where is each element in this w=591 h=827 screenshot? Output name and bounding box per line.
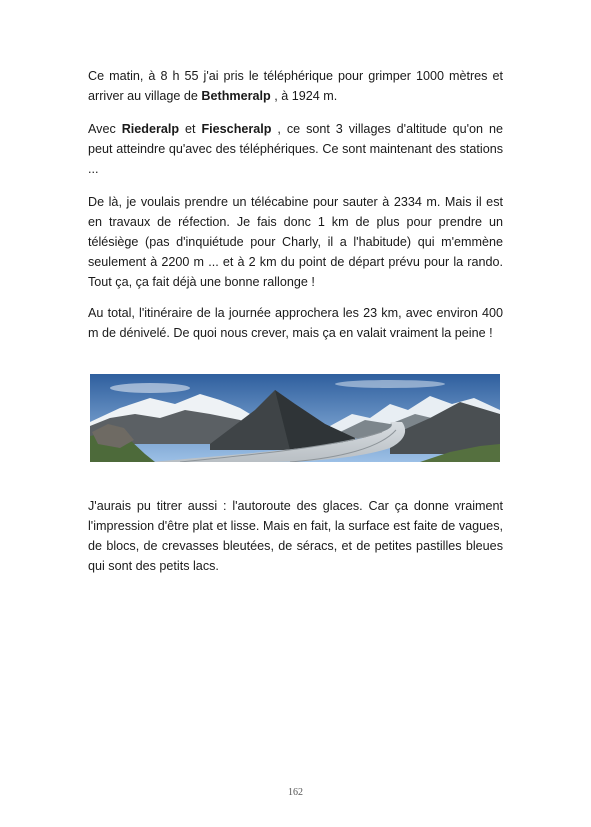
paragraph-3: De là, je voulais prendre un télécabine pour sauter à 2334 m. Mais il est en travaux de réfection. Je fais donc 1 km de plus pour prendre un télésiège (pas d'inquiétude pour Charly, il a l'habitude) qui m'emmène seulement à 2200 m ... et à 2 km du point de départ prévu pour la rando. Tout ça, ça fait déjà une bonne rallonge ! [88,195,503,289]
place-name-fiescheralp: Fiescheralp [201,122,272,136]
paragraph-2-text-a: Avec [88,122,122,136]
cloud [335,380,445,388]
paragraph-2-text-c: , ce sont 3 villages d'altitude qu'on ne peut atteindre qu'avec des téléphériques. Ce sont maintenant des stations ... [88,122,503,176]
paragraph-1 [88,66,503,106]
cloud [110,383,190,393]
place-name-riederalp: Riederalp [121,122,180,136]
paragraph-2-text-b: et [179,122,202,136]
paragraph-2 [88,119,503,179]
glacier-panorama-illustration [90,374,500,462]
glacier-panorama-photo [90,374,500,462]
paragraph-1-text-a: Ce matin, à 8 h 55 j'ai pris le téléphérique pour grimper 1000 mètres et arriver au village de [88,69,503,103]
paragraph-1-text-b: , à 1924 m. [270,89,338,103]
paragraph-5: J'aurais pu titrer aussi : l'autoroute des glaces. Car ça donne vraiment l'impression d'être plat et lisse. Mais en fait, la surface est faite de vagues, de blocs, de crevasses bleutées, de séracs, et de petites pastilles bleues qui sont des petits lacs. [88,499,503,573]
paragraph-4: Au total, l'itinéraire de la journée approchera les 23 km, avec environ 400 m de dénivelé. De quoi nous crever, mais ça en valait vraiment la peine ! [88,306,503,340]
place-name-bethmeralp: Bethmeralp [201,89,271,103]
page-number: 162 [288,787,303,798]
